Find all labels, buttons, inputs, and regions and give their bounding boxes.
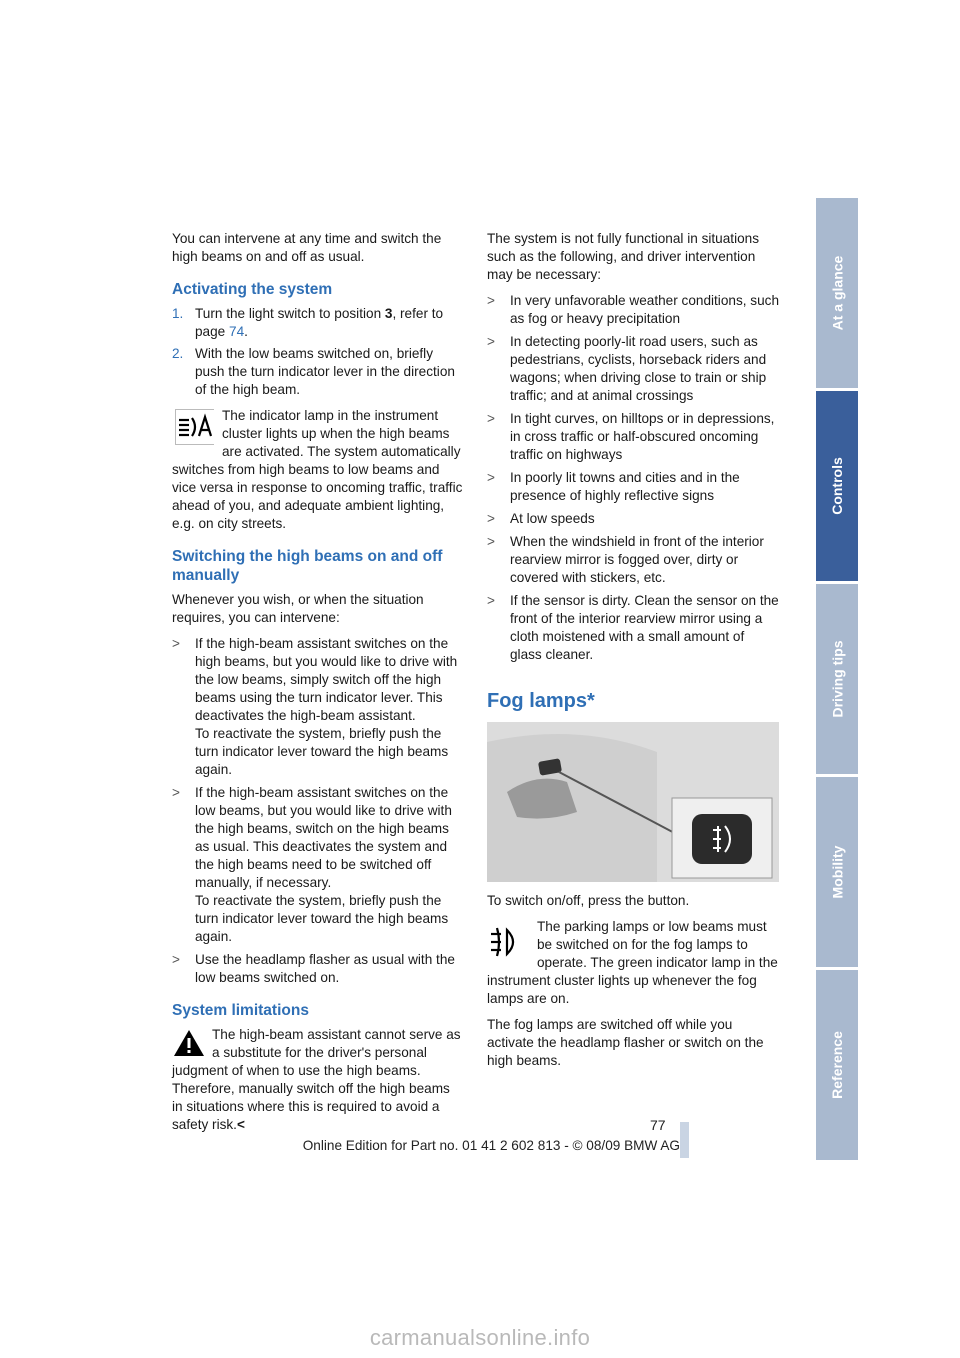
list-item xyxy=(172,635,464,779)
limitations-intro: The system is not fully functional in situations such as the following, and driver intervention may be necessary: xyxy=(487,231,760,282)
tab-mobility[interactable] xyxy=(816,777,858,967)
list-item-main: If the high-beam assistant switches on the low beams, but you would like to drive with the high beams, switch on the high beams as usual. This deactivates the system and the high beams need to be switched off manually, if necessary. xyxy=(195,785,452,890)
intro-paragraph: You can intervene at any time and switch the high beams on and off as usual. xyxy=(172,231,442,264)
warning-note xyxy=(172,1026,464,1134)
bullet-mark: > xyxy=(172,785,180,800)
bullet-mark: > xyxy=(172,952,180,967)
activation-steps xyxy=(172,305,464,399)
fog-indicator-note xyxy=(487,918,779,1008)
limitations-list xyxy=(487,292,779,664)
tab-label: Driving tips xyxy=(829,640,846,718)
footer-text: Online Edition for Part no. 01 41 2 602 813 - © 08/09 BMW AG xyxy=(302,1138,680,1153)
list-item xyxy=(487,292,779,328)
step-text: With the low beams switched on, briefly push the turn indicator lever in the direction of the high beam. xyxy=(195,346,455,397)
list-item-text xyxy=(195,784,464,946)
list-item-text: In poorly lit towns and cities and in the presence of highly reflective signs xyxy=(510,470,740,503)
bullet-mark: > xyxy=(487,593,495,608)
step-2 xyxy=(172,345,464,399)
list-item-text: If the sensor is dirty. Clean the sensor on the front of the interior rearview mirror using a cloth moistened with a small amount of glass cleaner. xyxy=(510,593,779,662)
manual-intro: Whenever you wish, or when the situation requires, you can intervene: xyxy=(172,592,424,625)
tab-label: Reference xyxy=(829,1031,846,1099)
page-link[interactable]: 74 xyxy=(229,324,245,339)
tab-at-a-glance[interactable] xyxy=(816,198,858,388)
step-1 xyxy=(172,305,464,341)
end-mark: < xyxy=(236,1117,245,1132)
indicator-note xyxy=(172,407,464,533)
tab-driving-tips[interactable] xyxy=(816,584,858,774)
list-item xyxy=(487,410,779,464)
fog-lamp-button-photo xyxy=(487,722,779,882)
tab-controls[interactable] xyxy=(816,391,858,581)
list-item-extra: To reactivate the system, briefly push the turn indicator lever toward the high beams again. xyxy=(195,893,449,944)
list-item xyxy=(487,592,779,664)
list-item xyxy=(172,951,464,987)
list-item-main: If the high-beam assistant switches on the high beams, but you would like to drive with the low beams, simply switch off the high beams using the turn indicator lever. This deactivates the high-beam assistant. xyxy=(195,636,458,723)
watermark: carmanualsonline.info xyxy=(369,1325,591,1350)
high-beam-assistant-icon xyxy=(172,409,214,445)
heading-manual: Switching the high beams on and off manually xyxy=(172,548,443,584)
list-item-text: At low speeds xyxy=(510,511,595,526)
bullet-mark: > xyxy=(487,534,495,549)
step-text-b: , refer to page xyxy=(195,306,444,339)
list-item-text: When the windshield in front of the interior rearview mirror is fogged over, dirty or covered with stickers, etc. xyxy=(510,534,764,585)
right-column xyxy=(487,230,779,1078)
bullet-mark: > xyxy=(487,511,495,526)
heading-fog-lamps: Fog lamps* xyxy=(487,690,595,712)
fog-off-text: The fog lamps are switched off while you activate the headlamp flasher or switch on the high beams. xyxy=(487,1017,764,1068)
warning-text: The high-beam assistant cannot serve as a substitute for the driver's personal judgment of when to use the high beams. Therefore, manually switch off the high beams in situations where this is required to avoid a safety risk. xyxy=(172,1027,461,1132)
chapter-tabs xyxy=(816,198,858,1160)
list-item xyxy=(487,533,779,587)
indicator-text: The indicator lamp in the instrument cluster lights up when the high beams are activated. The system automatically switches from high beams to low beams and vice versa in response to oncoming traffic, traffic ahead of you, and adequate ambient lighting, e.g. on city streets. xyxy=(172,408,463,531)
step-text-c: . xyxy=(244,324,248,339)
step-number: 1. xyxy=(172,306,184,321)
tab-reference[interactable] xyxy=(816,970,858,1160)
dashboard-illustration xyxy=(487,722,779,882)
step-text xyxy=(195,305,464,341)
heading-limitations: System limitations xyxy=(172,1002,309,1019)
switch-text: To switch on/off, press the button. xyxy=(487,893,690,908)
heading-activating: Activating the system xyxy=(172,281,333,298)
bullet-mark: > xyxy=(487,470,495,485)
list-item xyxy=(487,510,779,528)
list-item-extra: To reactivate the system, briefly push the turn indicator lever toward the high beams again. xyxy=(195,726,449,777)
page-number: 77 xyxy=(650,1117,666,1133)
step-text-a: Turn the light switch to position xyxy=(195,306,385,321)
tab-label: Mobility xyxy=(829,845,846,899)
list-item-text: In detecting poorly-lit road users, such as pedestrians, cyclists, horseback riders and wagons; when driving close to train or ship traffic; and at animal crossings xyxy=(510,334,767,403)
list-item-text: In tight curves, on hilltops or in depressions, in cross traffic or half-obscured oncoming traffic on highways xyxy=(510,411,775,462)
left-column xyxy=(172,230,464,1134)
list-item xyxy=(487,333,779,405)
bullet-mark: > xyxy=(172,636,180,651)
list-item-text: In very unfavorable weather conditions, such as fog or heavy precipitation xyxy=(510,293,780,326)
bullet-mark: > xyxy=(487,293,495,308)
position-number: 3 xyxy=(384,306,393,321)
manual-list xyxy=(172,635,464,987)
fog-indicator-text: The parking lamps or low beams must be switched on for the fog lamps to operate. The green indicator lamp in the instrument cluster lights up whenever the fog lamps are on. xyxy=(487,919,778,1006)
bullet-mark: > xyxy=(487,334,495,349)
footer-bar xyxy=(680,1122,689,1158)
list-item-text xyxy=(195,635,464,779)
fog-lamp-icon xyxy=(487,922,527,962)
list-item-text: Use the headlamp flasher as usual with the low beams switched on. xyxy=(195,952,455,985)
tab-label: Controls xyxy=(829,457,845,515)
bullet-mark: > xyxy=(487,411,495,426)
step-number: 2. xyxy=(172,346,184,361)
warning-icon xyxy=(172,1028,206,1058)
tab-label: At a glance xyxy=(829,255,846,331)
list-item xyxy=(487,469,779,505)
list-item xyxy=(172,784,464,946)
